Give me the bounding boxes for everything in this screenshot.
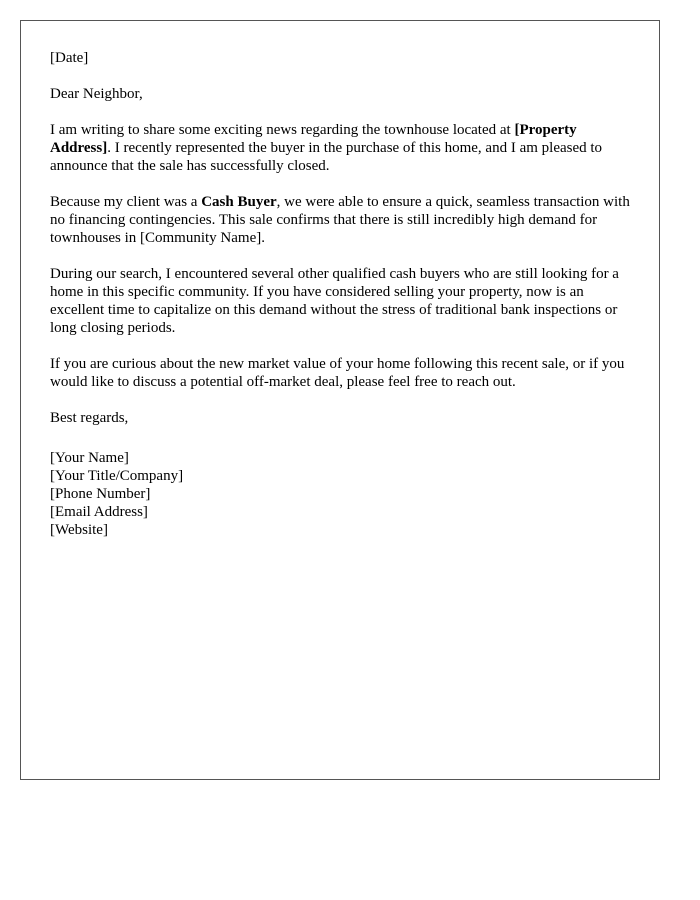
letter-closing: Best regards, xyxy=(50,410,129,426)
letter-salutation: Dear Neighbor, xyxy=(50,86,143,102)
signature-phone: [Phone Number] xyxy=(50,486,151,502)
letter-date: [Date] xyxy=(50,50,89,66)
property-address-placeholder: [Property Address] xyxy=(50,122,577,156)
letter-frame xyxy=(20,20,660,780)
signature-block xyxy=(50,449,640,539)
letter-body xyxy=(50,49,640,539)
signature-title: [Your Title/Company] xyxy=(50,468,184,484)
paragraph-text: Because my client was a xyxy=(50,194,202,210)
signature-name: [Your Name] xyxy=(50,450,129,466)
paragraph-call-to-action: If you are curious about the new market value of your home following this recent sale, or if you would like to discuss a potential off-market deal, please feel free to reach out. xyxy=(50,356,625,390)
paragraph-text: I am writing to share some exciting news regarding the townhouse located at xyxy=(50,122,515,138)
paragraph-demand: During our search, I encountered several other qualified cash buyers who are still looking for a home in this specific community. If you have considered selling your property, now is an excellent time to capitalize on this demand without the stress of traditional bank inspections or long closing periods. xyxy=(50,266,619,336)
paragraph-announcement xyxy=(50,121,640,175)
paragraph-text: , we were able to ensure a quick, seamless transaction with no financing contingencies. This sale confirms that there is still incredibly high demand for townhouses in [Community Name]. xyxy=(50,194,630,246)
paragraph-cash-buyer xyxy=(50,193,640,247)
paragraph-text: . I recently represented the buyer in the purchase of this home, and I am pleased to announce that the sale has successfully closed. xyxy=(50,140,603,174)
cash-buyer-emphasis: Cash Buyer xyxy=(201,194,277,210)
signature-email: [Email Address] xyxy=(50,504,148,520)
signature-website: [Website] xyxy=(50,522,108,538)
